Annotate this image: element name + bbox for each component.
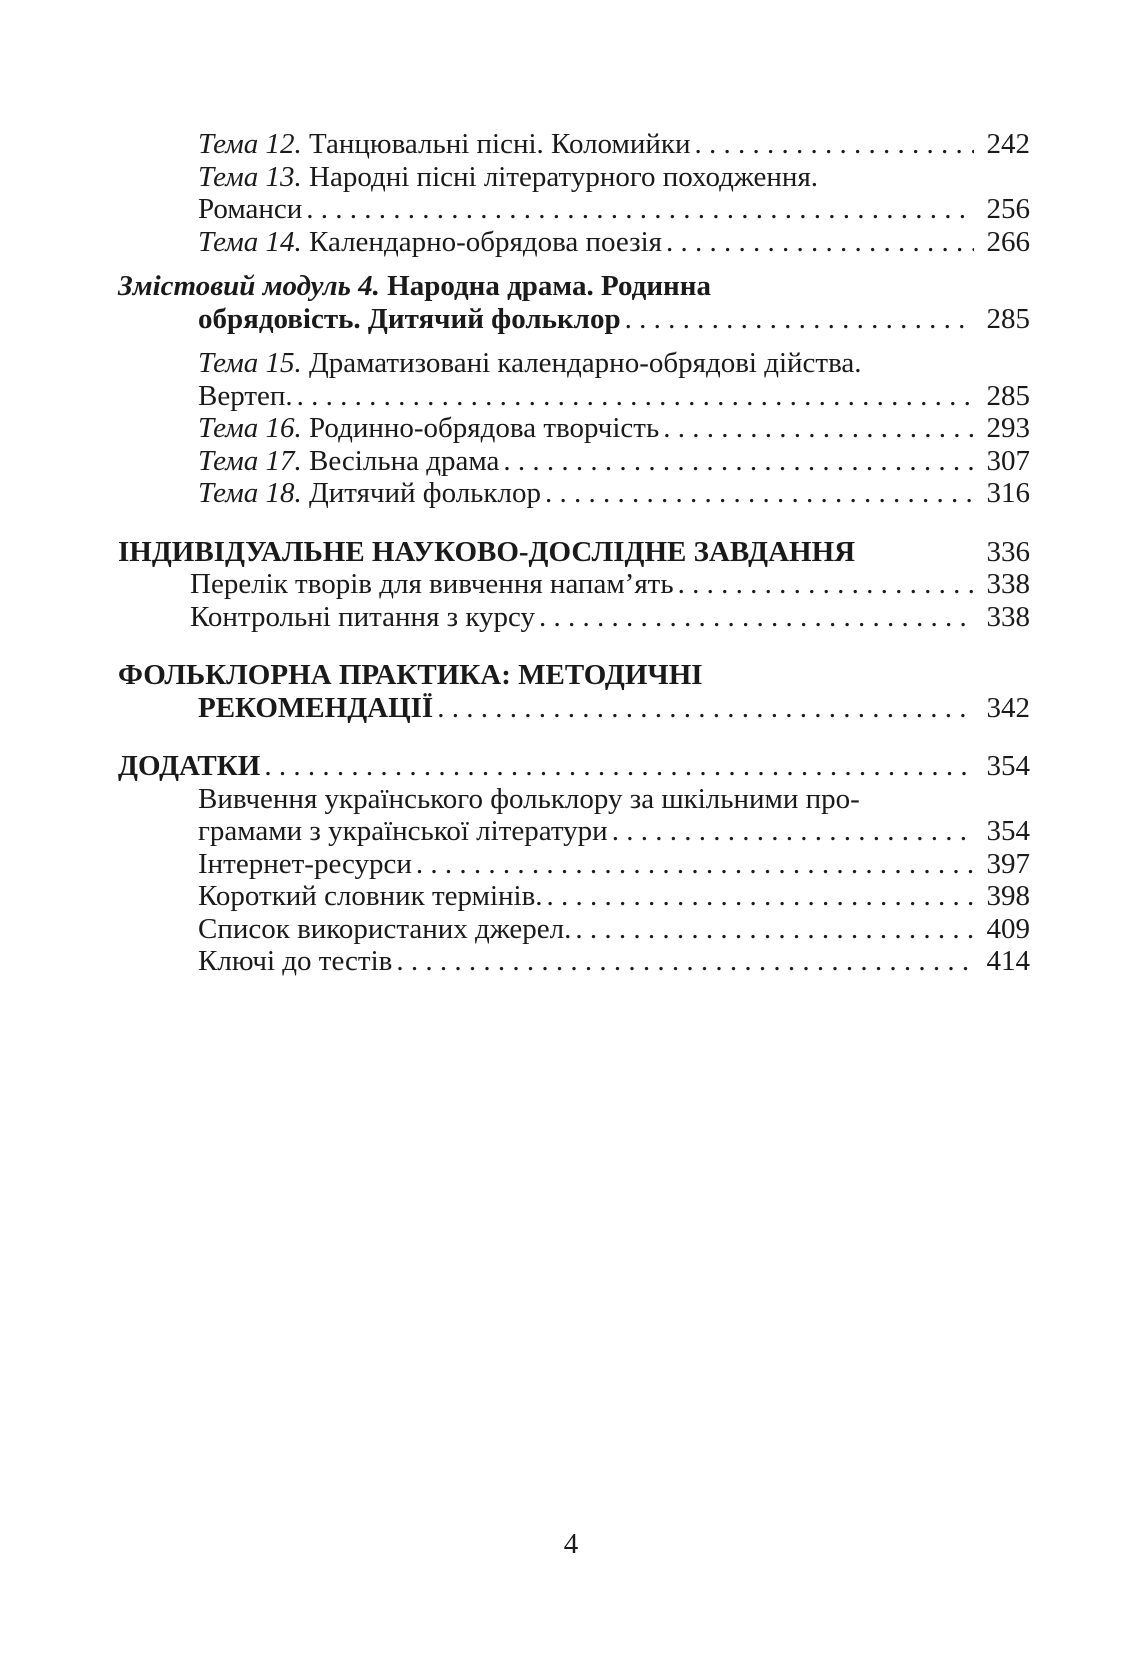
page-number: 354 xyxy=(986,815,1030,847)
page-number: 414 xyxy=(986,945,1030,977)
entry-title: Короткий словник термінів. xyxy=(198,880,543,912)
entry-title: Інтернет-ресурси xyxy=(198,847,412,880)
toc-entry-individual-task xyxy=(118,536,1030,569)
topic-label: Тема 18. xyxy=(198,477,302,509)
section-title-continued: РЕКОМЕНДАЦІЇ xyxy=(198,691,434,724)
leader-dots xyxy=(297,380,974,413)
toc-entry-module-4-line2 xyxy=(118,303,1030,336)
page-number: 266 xyxy=(986,225,1030,258)
module-title-continued: обрядовість. Дитячий фольклор xyxy=(198,302,621,335)
toc-entry-memorize-list xyxy=(118,568,1030,601)
topic-label: Тема 16. xyxy=(198,412,302,444)
leader-dots xyxy=(396,945,974,978)
page-number: 409 xyxy=(986,912,1030,945)
toc-entry-topic-13-line1 xyxy=(118,161,1030,194)
toc-entry-internet-resources xyxy=(118,848,1030,881)
leader-dots xyxy=(306,193,974,226)
page-folio: 4 xyxy=(563,1528,579,1560)
toc-entry-glossary xyxy=(118,880,1030,913)
entry-title: Список використаних джерел. xyxy=(198,912,572,945)
toc-entry-topic-15-line2 xyxy=(118,380,1030,413)
section-title: ФОЛЬКЛОРНА ПРАКТИКА: МЕТОДИЧНІ xyxy=(118,659,703,691)
page-number: 316 xyxy=(986,477,1030,509)
leader-dots xyxy=(547,880,974,913)
module-title: Народна драма. Родинна xyxy=(387,270,711,302)
entry-title: Ключі до тестів xyxy=(198,945,393,977)
leader-dots xyxy=(625,303,974,336)
topic-label: Тема 15. xyxy=(198,347,302,379)
topic-title: Танцювальні пісні. Коломийки xyxy=(309,128,691,160)
entry-title-continued: грамами з української літератури xyxy=(198,815,608,847)
leader-dots xyxy=(264,750,974,783)
page-number: 342 xyxy=(986,691,1030,724)
toc-entry-appendix xyxy=(118,750,1030,783)
page-number: 285 xyxy=(986,302,1030,335)
toc-entry-topic-18 xyxy=(118,477,1030,510)
page-number: 338 xyxy=(986,568,1030,600)
page-number: 397 xyxy=(986,847,1030,880)
topic-title: Драматизовані календарно-обрядові дійства. xyxy=(309,347,862,379)
leader-dots xyxy=(416,848,974,881)
toc-entry-topic-17 xyxy=(118,445,1030,478)
page-number: 285 xyxy=(986,379,1030,412)
leader-dots xyxy=(678,568,974,601)
toc-entry-topic-16 xyxy=(118,412,1030,445)
toc-entry-topic-15-line1 xyxy=(118,347,1030,380)
toc-entry-module-4-line1 xyxy=(118,270,1030,303)
topic-title-continued: Вертеп. xyxy=(198,379,293,412)
section-title: ІНДИВІДУАЛЬНЕ НАУКОВО-ДОСЛІДНЕ ЗАВДАННЯ xyxy=(118,535,856,568)
toc-entry-topic-12 xyxy=(118,128,1030,161)
entry-title: Вивчення українського фольклору за шкільними про- xyxy=(198,782,860,815)
toc-entry-practice-line1 xyxy=(118,659,1030,692)
leader-dots xyxy=(437,692,974,725)
topic-label: Тема 17. xyxy=(198,444,302,477)
page-number: 307 xyxy=(986,444,1030,477)
toc-entry-topic-14 xyxy=(118,226,1030,259)
leader-dots xyxy=(663,412,974,445)
toc-entry-school-programs-line1 xyxy=(118,783,1030,816)
leader-dots xyxy=(539,601,974,634)
section-title: ДОДАТКИ xyxy=(118,750,261,782)
toc-entry-bibliography xyxy=(118,913,1030,946)
leader-dots xyxy=(503,445,974,478)
topic-label: Тема 12. xyxy=(198,128,302,160)
topic-title: Календарно-обрядова поезія xyxy=(309,225,662,258)
toc-entry-school-programs-line2 xyxy=(118,815,1030,848)
topic-title-continued: Романси xyxy=(198,193,303,225)
page-number: 293 xyxy=(986,412,1030,444)
topic-label: Тема 14. xyxy=(198,225,302,258)
table-of-contents xyxy=(118,128,1030,978)
topic-title: Народні пісні літературного походження. xyxy=(309,160,819,193)
toc-entry-test-keys xyxy=(118,945,1030,978)
page-number: 336 xyxy=(986,535,1030,568)
entry-title: Контрольні питання з курсу xyxy=(190,600,536,633)
toc-entry-practice-line2 xyxy=(118,692,1030,725)
toc-entry-control-questions xyxy=(118,601,1030,634)
topic-title: Родинно-обрядова творчість xyxy=(309,412,660,444)
page-number: 354 xyxy=(986,750,1030,782)
page-number: 338 xyxy=(986,600,1030,633)
leader-dots xyxy=(612,815,974,848)
leader-dots xyxy=(545,477,974,510)
leader-dots xyxy=(666,226,974,259)
toc-entry-topic-13-line2 xyxy=(118,193,1030,226)
page-number: 242 xyxy=(986,128,1030,160)
leader-dots xyxy=(695,128,975,161)
page-number: 256 xyxy=(986,193,1030,225)
leader-dots xyxy=(575,913,974,946)
topic-title: Дитячий фольклор xyxy=(309,477,541,509)
topic-title: Весільна драма xyxy=(309,444,500,477)
module-label: Змістовий модуль 4. xyxy=(118,270,380,302)
page-number: 398 xyxy=(986,880,1030,912)
entry-title: Перелік творів для вивчення напам’ять xyxy=(190,568,674,600)
topic-label: Тема 13. xyxy=(198,160,302,193)
